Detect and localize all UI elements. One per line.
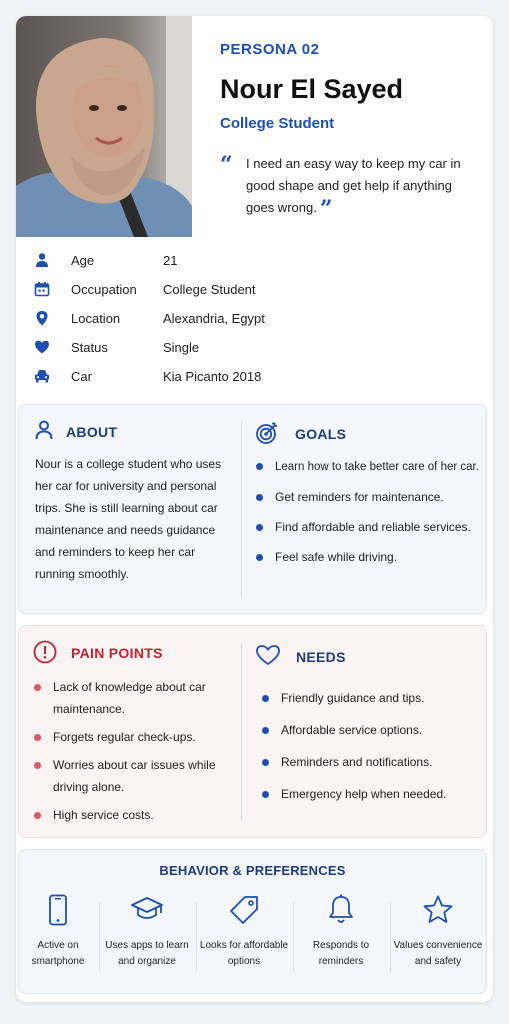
heart-icon (34, 339, 50, 355)
list-item: Affordable service options. (261, 719, 486, 741)
bullet-dot (34, 684, 41, 691)
persona-quote: I need an easy way to keep my car in good shape and get help if anything goes wrong. ” (246, 156, 461, 222)
fact-label: Occupation (71, 282, 137, 297)
needs-list (261, 687, 486, 805)
alert-circle-icon (33, 640, 57, 664)
calendar-icon (34, 281, 50, 297)
pain-needs-panel (18, 625, 487, 838)
person-outline-icon (33, 419, 55, 441)
behavior-label: Values convenience and safety (393, 940, 483, 967)
persona-card (16, 16, 493, 1002)
fact-row-car (34, 365, 454, 394)
list-item: Forgets regular check-ups. (33, 726, 238, 748)
close-quote-icon: ” (319, 196, 333, 222)
bell-icon (327, 894, 355, 926)
bullet-dot (262, 727, 269, 734)
list-item: Get reminders for maintenance. (255, 486, 480, 508)
fact-row-status (34, 336, 454, 365)
fact-label: Age (71, 253, 95, 268)
fact-value: Kia Picanto 2018 (163, 369, 262, 384)
behavior-label: Looks for affordable options (199, 940, 289, 967)
bullet-dot (256, 554, 263, 561)
open-quote-icon: “ (220, 152, 233, 178)
person-icon (34, 252, 50, 268)
goals-title: GOALS (295, 426, 347, 442)
heart-outline-icon (255, 644, 281, 666)
behavior-label: Responds to reminders (312, 940, 370, 967)
about-text: Nour is a college student who uses her car for university and personal trips. She is still learning about car maintenance and needs guidance and reminders to keep her car running smoothly. (35, 457, 222, 581)
list-item: Lack of knowledge about car maintenance. (33, 676, 238, 720)
car-icon (34, 368, 50, 384)
fact-label: Car (71, 369, 92, 384)
pain-points-list (33, 676, 238, 826)
behavior-item-learn (99, 894, 195, 984)
list-item: High service costs. (33, 804, 238, 826)
fact-value: Single (163, 340, 200, 355)
about-goals-panel (18, 404, 487, 614)
behavior-item-reminders (293, 894, 389, 984)
bullet-dot (34, 812, 41, 819)
star-icon (422, 894, 454, 926)
location-pin-icon (34, 310, 50, 326)
bullet-dot (262, 695, 269, 702)
target-icon (255, 421, 279, 445)
persona-facts (34, 249, 454, 394)
bullet-dot (262, 791, 269, 798)
list-item: Friendly guidance and tips. (261, 687, 486, 709)
pain-points-title: PAIN POINTS (71, 645, 163, 661)
fact-row-location (34, 307, 454, 336)
persona-role: College Student (220, 115, 335, 132)
persona-number: PERSONA 02 (220, 41, 320, 58)
list-item: Worries about car issues while driving alone. (33, 754, 238, 798)
portrait-image (16, 16, 192, 237)
price-tag-icon (228, 894, 260, 926)
fact-value: 21 (163, 253, 178, 268)
list-item: Reminders and notifications. (261, 751, 486, 773)
behavior-panel (18, 849, 487, 994)
bullet-dot (262, 759, 269, 766)
fact-value: Alexandria, Egypt (163, 311, 265, 326)
behavior-item-convenience (386, 894, 490, 984)
behavior-label: Uses apps to learn and organize (105, 940, 189, 967)
smartphone-icon (45, 894, 71, 926)
behavior-item-smartphone (16, 894, 106, 984)
bullet-dot (256, 463, 263, 470)
fact-value: College Student (163, 282, 256, 297)
graduation-cap-icon (130, 894, 164, 926)
panel-divider (241, 421, 242, 597)
panel-divider (241, 644, 242, 820)
fact-row-occupation (34, 278, 454, 307)
list-item: Emergency help when needed. (261, 783, 486, 805)
bullet-dot (256, 494, 263, 501)
persona-photo (16, 16, 192, 237)
behavior-item-affordable (196, 894, 292, 984)
bullet-dot (34, 734, 41, 741)
behavior-title: BEHAVIOR & PREFERENCES (159, 863, 346, 878)
fact-label: Location (71, 311, 121, 326)
bullet-dot (256, 524, 263, 531)
about-title: ABOUT (66, 424, 118, 440)
behavior-label: Active on smartphone (31, 940, 85, 967)
fact-label: Status (71, 340, 108, 355)
needs-title: NEEDS (296, 649, 346, 665)
list-item: Feel safe while driving. (255, 546, 480, 568)
persona-name: Nour El Sayed (220, 74, 404, 104)
fact-row-age (34, 249, 454, 278)
goals-list (255, 455, 480, 568)
bullet-dot (34, 762, 41, 769)
list-item: Learn how to take better care of her car. (255, 455, 480, 478)
list-item: Find affordable and reliable services. (255, 516, 480, 538)
